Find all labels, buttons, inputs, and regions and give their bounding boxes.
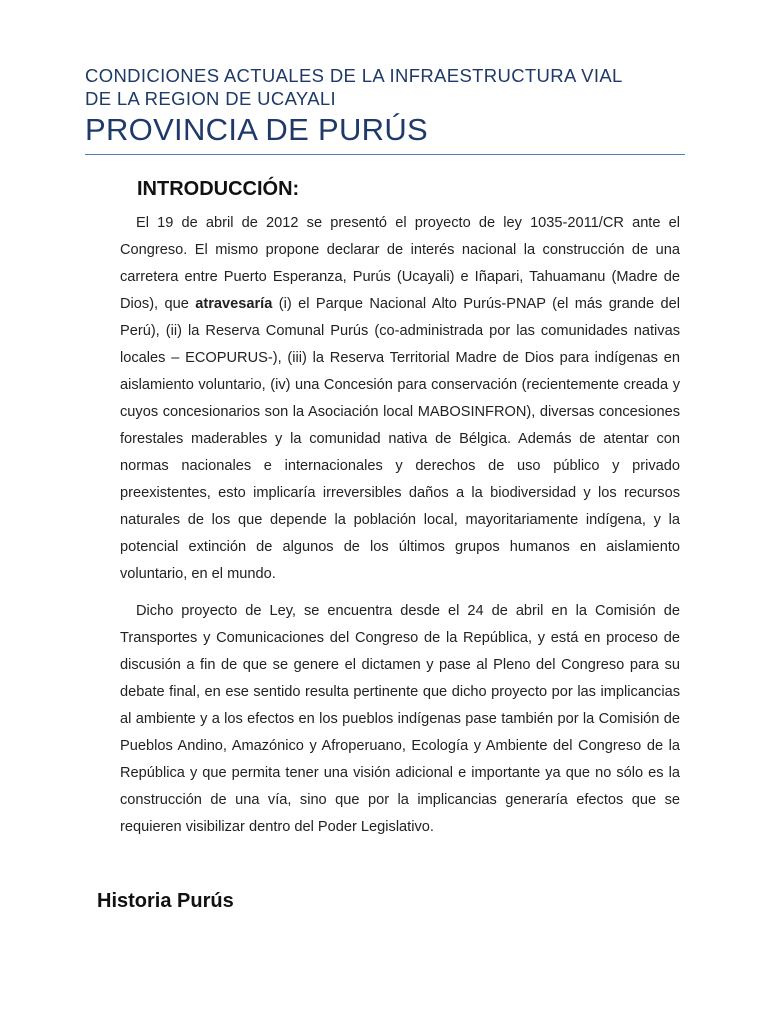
title-divider	[85, 154, 685, 155]
intro-p1-bold-word: atravesaría	[195, 296, 273, 312]
intro-paragraph-1	[120, 210, 680, 588]
intro-paragraph-2	[120, 598, 680, 841]
document-title: PROVINCIA DE PURÚS	[85, 112, 429, 147]
subtitle-line-2: DE LA REGION DE UCAYALI	[85, 88, 337, 109]
intro-heading: INTRODUCCIÓN:	[137, 178, 300, 200]
intro-p1-text-a: El 19 de abril de 2012 se presentó el proyecto de ley 1035-2011/CR ante el Congreso. El mismo propone declarar de interés nacional la construcción de una carretera entre Puerto Esperanza, Purús (Ucayali) e Iñapari, Tahuamanu (Madre de Dios), que	[120, 215, 680, 312]
history-heading: Historia Purús	[97, 890, 234, 912]
document-header	[85, 64, 685, 148]
document-subtitle	[85, 64, 685, 110]
intro-p2-text: Dicho proyecto de Ley, se encuentra desde el 24 de abril en la Comisión de Transportes y Comunicaciones del Congreso de la República, y está en proceso de discusión a fin de que se genere el dictamen y pase al Pleno del Congreso para su debate final, en ese sentido resulta pertinente que dicho proyecto por las implicancias al ambiente y a los efectos en los pueblos indígenas pase también por la Comisión de Pueblos Andino, Amazónico y Afroperuano, Ecología y Ambiente del Congreso de la República y que permita tener una visión adicional e importante ya que no sólo es la construcción de una vía, sino que por la implicancias generaría efectos que se requieren visibilizar dentro del Poder Legislativo.	[120, 603, 680, 835]
intro-p1-text-b: (i) el Parque Nacional Alto Purús-PNAP (el más grande del Perú), (ii) la Reserva Comunal Purús (co-administrada por las comunidades nativas locales – ECOPURUS-), (iii) la Reserva Territorial Madre de Dios para indígenas en aislamiento voluntario, (iv) una Concesión para conservación (recientemente creada y cuyos concesionarios son la Asociación local MABOSINFRON), diversas concesiones forestales maderables y la comunidad nativa de Bélgica. Además de atentar con normas nacionales e internacionales y derechos de uso público y privado preexistentes, esto implicaría irreversibles daños a la biodiversidad y los recursos naturales de los que depende la población local, mayoritariamente indígena, y la potencial extinción de algunos de los últimos grupos humanos en aislamiento voluntario, en el mundo.	[120, 296, 681, 582]
subtitle-line-1: CONDICIONES ACTUALES DE LA INFRAESTRUCTURA VIAL	[85, 65, 623, 86]
